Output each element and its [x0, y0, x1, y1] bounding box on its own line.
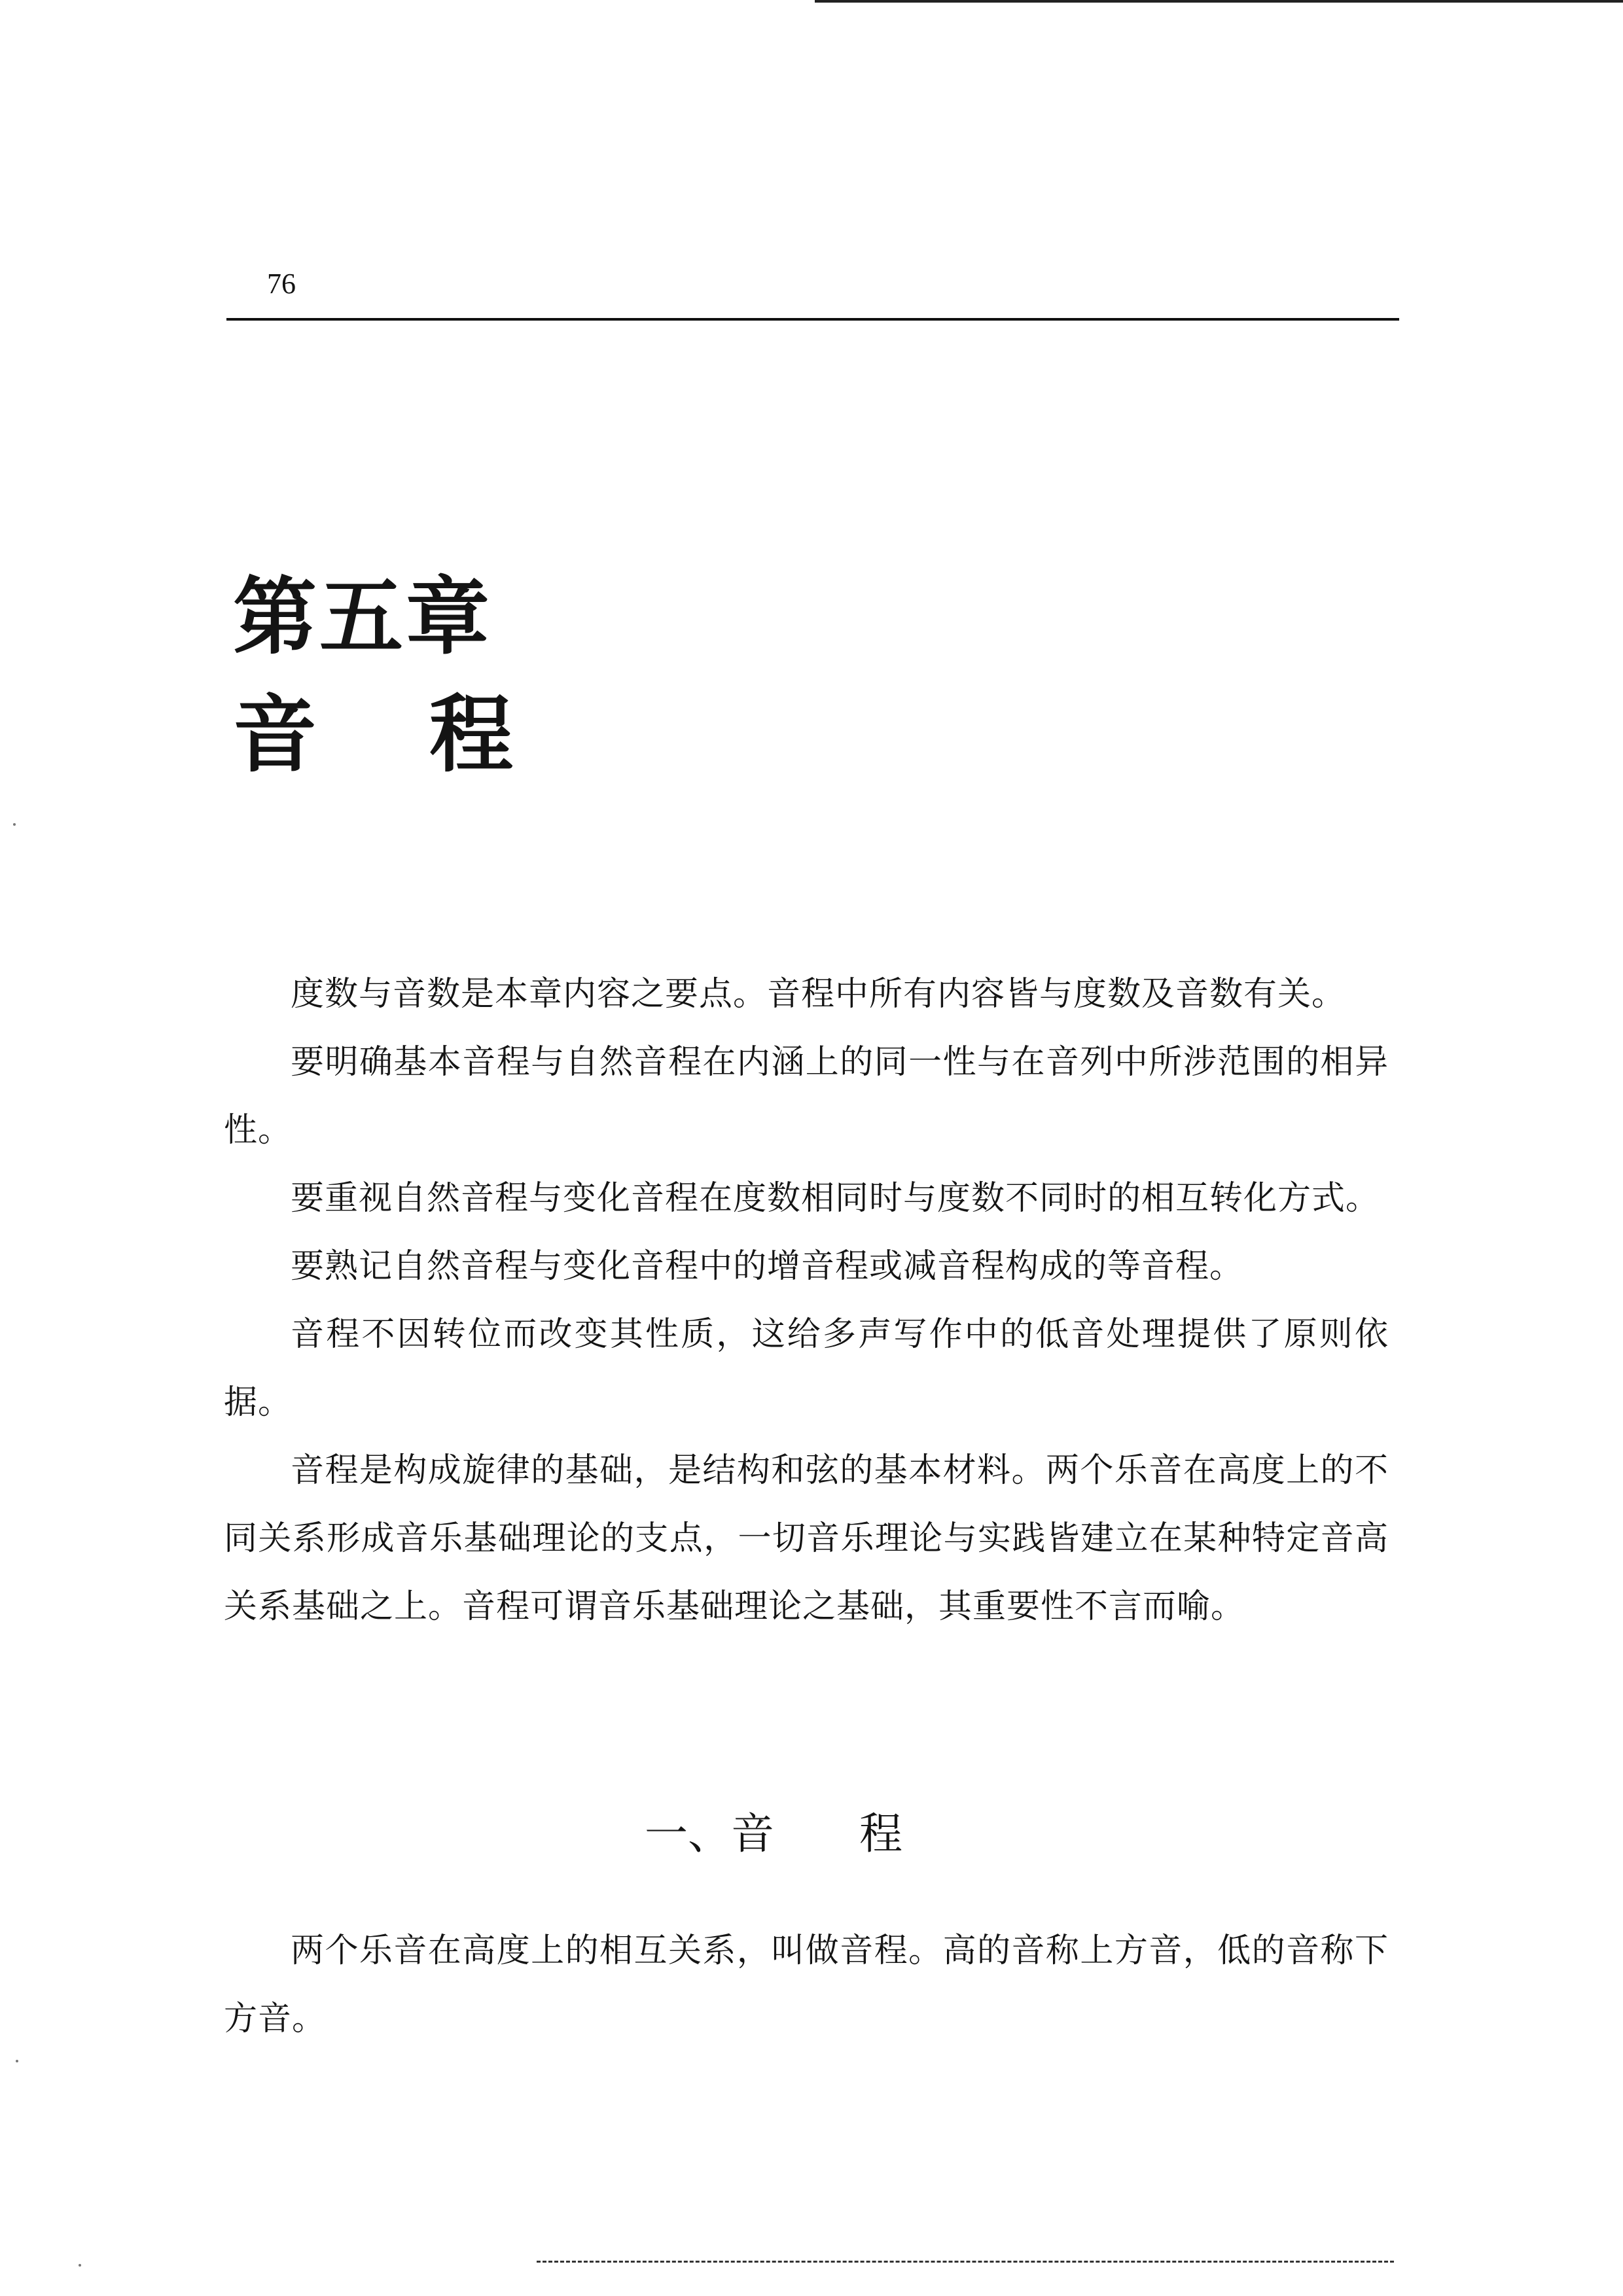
chapter-title — [233, 686, 515, 784]
intro-paragraph: 音程不因转位而改变其性质，这给多声写作中的低音处理提供了原则依据。 — [224, 1315, 1389, 1422]
intro-paragraph: 要重视自然音程与变化音程在度数相同时与度数不同时的相互转化方式。 — [291, 1179, 1380, 1218]
intro-paragraph: 音程是构成旋律的基础，是结构和弦的基本材料。两个乐音在高度上的不同关系形成音乐基础理论的支点，一切音乐理论与实践皆建立在某种特定音高关系基础之上。音程可谓音乐基础理论之基础，其重要性不言而喻。 — [224, 1451, 1389, 1626]
bottom-dashed-rule — [537, 2261, 1394, 2265]
section-paragraph: 两个乐音在高度上的相互关系，叫做音程。高的音称上方音，低的音称下方音。 — [224, 1932, 1389, 2038]
page-number: 76 — [267, 268, 296, 300]
intro-paragraph: 要明确基本音程与自然音程在内涵上的同一性与在音列中所涉范围的相异性。 — [224, 1043, 1389, 1150]
intro-paragraph: 要熟记自然音程与变化音程中的增音程或减音程构成的等音程。 — [291, 1247, 1244, 1286]
scan-speck — [13, 823, 16, 826]
chapter-title-part1: 音 — [233, 686, 319, 784]
top-edge-rule — [815, 0, 1623, 3]
header-rule — [226, 318, 1399, 321]
section-heading — [645, 1809, 902, 1859]
scan-speck — [79, 2264, 81, 2267]
chapter-introduction — [224, 961, 1389, 1641]
section-heading-part1: 一、音 — [645, 1809, 774, 1859]
chapter-title-part2: 程 — [429, 686, 515, 784]
chapter-number: 第五章 — [233, 569, 493, 666]
intro-paragraph: 度数与音数是本章内容之要点。音程中所有内容皆与度数及音数有关。 — [291, 975, 1346, 1014]
scan-speck — [16, 2060, 18, 2062]
section-heading-part2: 程 — [859, 1809, 902, 1859]
section-body — [224, 1917, 1389, 2053]
